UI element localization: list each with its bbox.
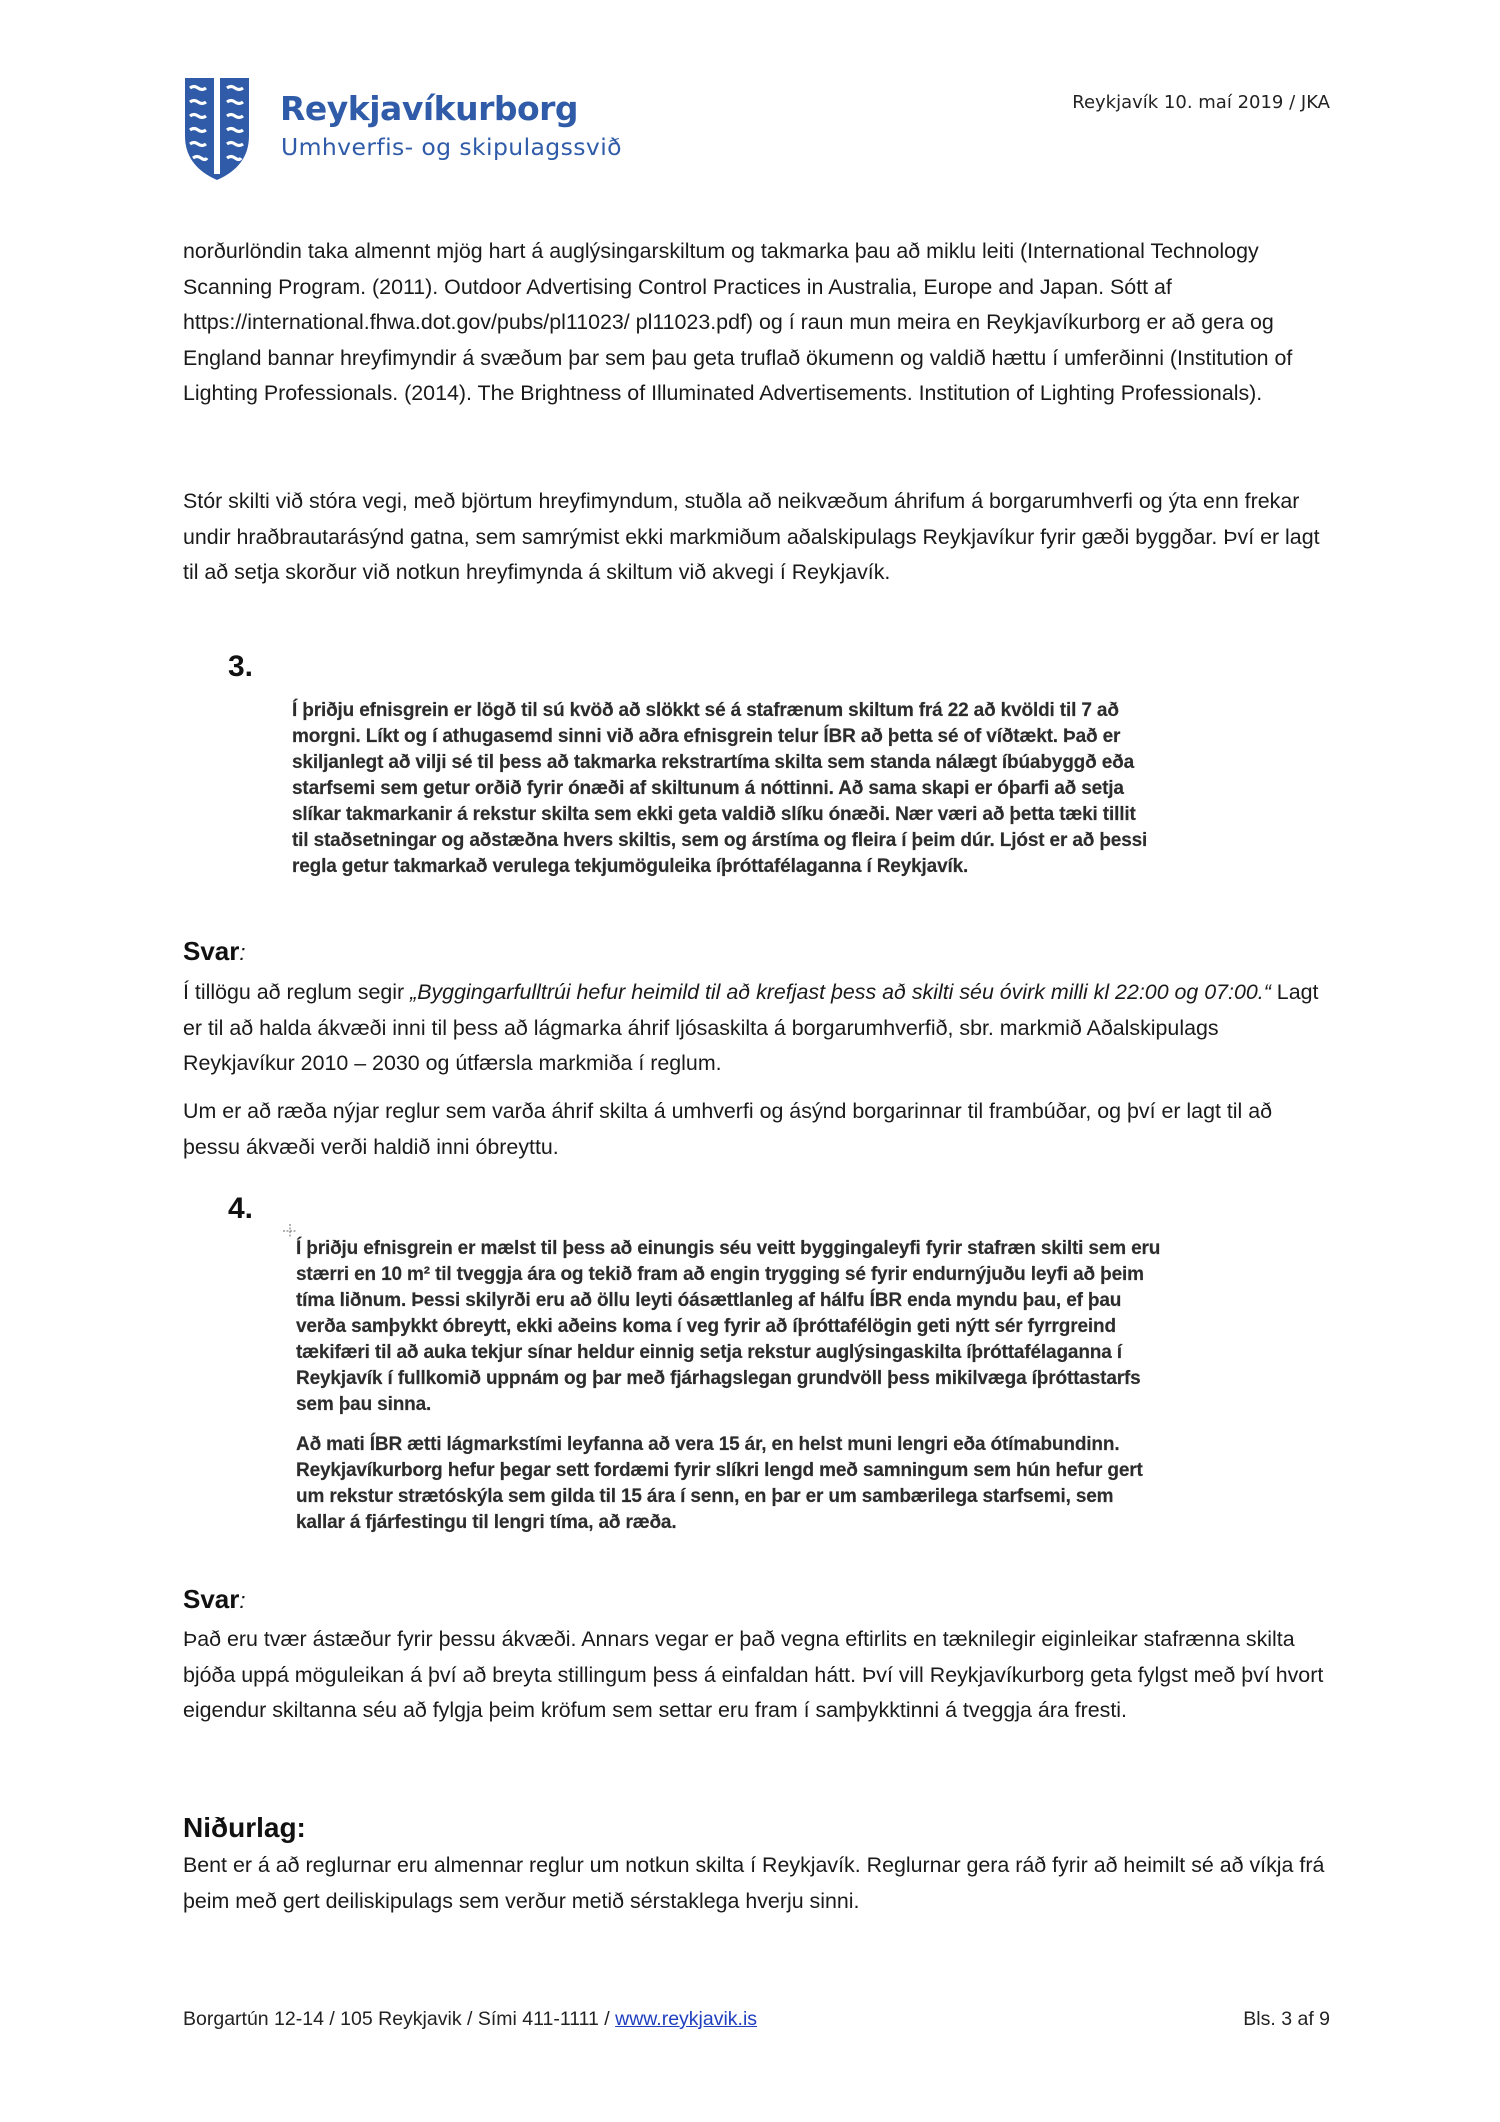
reykjavik-coat-of-arms-logo (183, 76, 251, 182)
page-number: Bls. 3 af 9 (1243, 2008, 1330, 2030)
section-4-answer-label: Svar: (183, 1584, 246, 1614)
section-4-quoted-comment-paragraph-1: Í þriðju efnisgrein er mælst til þess að einungis séu veitt byggingaleyfi fyrir stafræn skilti sem eru stærri en 10 m² til tveggja ára og tekið fram að engin trygging sé fyrir endurnýjuðu leyfi að þeim tíma liðnum. Þessi skilyrði eru að öllu leyti óásættlanleg af hálfu ÍBR enda myndu þau, ef þau verða samþykkt óbreytt, ekki aðeins koma í veg fyrir að íþróttafélögin geti nýtt sér fyrrgreind tækifæri til að auka tekjur sínar heldur einnig setja rekstur auglýsingaskilta íþróttafélaganna í Reykjavík í fullkomið uppnám og þar með fjárhagslegan grundvöll þess mikilvæga íþróttastarfs sem þau sinna. (296, 1238, 1161, 1415)
section-4-answer-paragraph: Það eru tvær ástæður fyrir þessu ákvæði. Annars vegar er það vegna eftirlits en tæknilegir eiginleikar stafrænna skilta bjóða uppá möguleikan á því að breyta stillingum þess á einfaldan hátt. Því vill Reykjavíkurborg geta fylgst með því hvort eigendur skiltanna séu að fylgja þeim kröfum sem settar eru fram í samþykktinni á tveggja ára fresti. (183, 1627, 1324, 1722)
conclusion-heading: Niðurlag: (183, 1812, 306, 1843)
section-3-answer-label: Svar: (183, 936, 246, 966)
section-4-quoted-comment-paragraph-2: Að mati ÍBR ætti lágmarkstími leyfanna að vera 15 ár, en helst muni lengri eða ótímabundinn. Reykjavíkurborg hefur þegar sett fordæmi fyrir slíkri lengd með samningum sem hún hefur gert um rekstur strætóskýla sem gilda til 15 ára í senn, en þar er um sambærilega starfsemi, sem kallar á fjárfestingu til lengri tíma, að ræða. (296, 1434, 1143, 1533)
intro-paragraph-2: Stór skilti við stóra vegi, með björtum hreyfimyndum, stuðla að neikvæðum áhrifum á borgarumhverfi og ýta enn frekar undir hraðbrautarásýnd gatna, sem samrýmist ekki markmiðum aðalskipulags Reykjavíkur fyrir gæði byggðar. Því er lagt til að setja skorður við notkun hreyfimynda á skiltum við akvegi í Reykjavík. (183, 489, 1320, 584)
section-3-quoted-comment: Í þriðju efnisgrein er lögð til sú kvöð að slökkt sé á stafrænum skiltum frá 22 að kvöldi til 7 að morgni. Líkt og í athugasemd sinni við aðra efnisgrein telur ÍBR að þetta sé of víðtækt. Það er skiljanlegt að vilji sé til þess að takmarka rekstrartíma skilta sem standa nálægt íbúabyggð eða starfsemi sem getur orðið fyrir ónæði af skiltunum á nóttinni. Að sama skapi er óþarfi að setja slíkar takmarkanir á rekstur skilta sem ekki geta valdið slíku ónæði. Nær væri að þetta tæki tillit til staðsetningar og aðstæðna hvers skiltis, sem og árstíma og fleira í þeim dúr. Ljóst er að þessi regla getur takmarkað verulega tekjumöguleika íþróttafélaganna í Reykjavík. (292, 700, 1148, 877)
organization-name: Reykjavíkurborg (280, 89, 579, 128)
document-date-reference: Reykjavík 10. maí 2019 / JKA (1072, 92, 1330, 113)
website-link[interactable]: www.reykjavik.is (615, 2008, 758, 2030)
section-4-number: 4. (228, 1192, 254, 1225)
text-cursor-icon (283, 1224, 297, 1238)
section-3-answer-paragraph-2: Um er að ræða nýjar reglur sem varða áhrif skilta á umhverfi og ásýnd borgarinnar til frambúðar, og því er lagt til að þessu ákvæði verði haldið inni óbreyttu. (183, 1099, 1273, 1159)
conclusion-paragraph: Bent er á að reglurnar eru almennar reglur um notkun skilta í Reykjavík. Reglurnar gera ráð fyrir að heimilt sé að víkja frá þeim með gert deiliskipulags sem verður metið sérstaklega hverju sinni. (183, 1853, 1325, 1913)
department-name: Umhverfis- og skipulagssvið (281, 133, 622, 161)
section-3-answer-paragraph-1: Í tillögu að reglum segir „Byggingarfulltrúi hefur heimild til að krefjast þess að skilti séu óvirk milli kl 22:00 og 07:00.“ Lagt er til að halda ákvæði inni til þess að lágmarka áhrif ljósaskilta á borgarumhverfið, sbr. markmið Aðalskipulags Reykjavíkur 2010 – 2030 og útfærsla markmiða í reglum. (183, 980, 1319, 1075)
quoted-rule-text: „Byggingarfulltrúi hefur heimild til að krefjast þess að skilti séu óvirk milli kl 22:00 og 07:00.“ (410, 980, 1271, 1004)
section-3-number: 3. (228, 650, 254, 683)
footer-address: Borgartún 12-14 / 105 Reykjavik / Sími 411-1111 / www.reykjavik.is (183, 2008, 758, 2030)
intro-paragraph-1: norðurlöndin taka almennt mjög hart á auglýsingarskiltum og takmarka þau að miklu leiti (International Technology Scanning Program. (2011). Outdoor Advertising Control Practices in Australia, Europe and Japan. Sótt af https://international.fhwa.dot.gov/pubs/pl11023/ pl11023.pdf) og í raun mun meira en Reykjavíkurborg er að gera og England bannar hreyfimyndir á svæðum þar sem þau geta truflað ökumenn og valdið hættu í umferðinni (Institution of Lighting Professionals. (2014). The Brightness of Illuminated Advertisements. Institution of Lighting Professionals). (183, 239, 1293, 405)
